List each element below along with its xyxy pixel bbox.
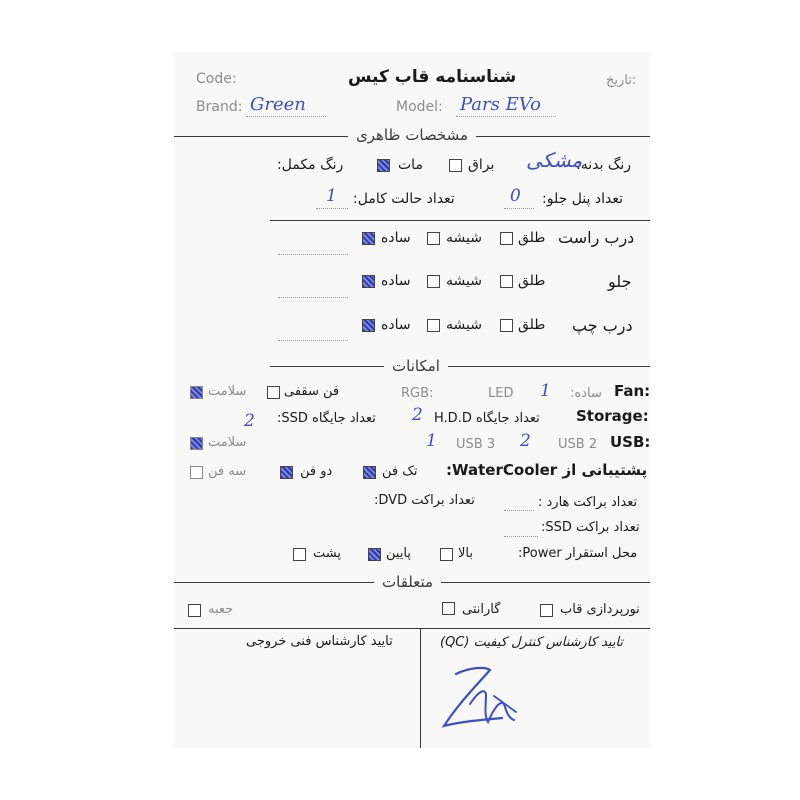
usb-healthy-label: سلامت xyxy=(208,435,247,450)
power-bottom-checkbox[interactable] xyxy=(368,548,381,561)
section-divider xyxy=(270,366,650,367)
hdd-bays-value: 2 xyxy=(412,405,423,425)
door-front-blank-label: ساده xyxy=(381,273,411,289)
door-right-mesh-checkbox[interactable] xyxy=(500,232,513,245)
approval-top-divider xyxy=(174,628,650,629)
front-panel-count-label: تعداد پنل جلو: xyxy=(542,191,623,207)
door-front-glass-label: شیشه xyxy=(446,273,482,289)
ssd-bracket-label: تعداد براکت SSD: xyxy=(541,520,640,535)
usb-label: USB: xyxy=(610,433,650,451)
matte-label: مات xyxy=(398,157,423,173)
model-value: Pars EVo xyxy=(460,94,541,115)
door-front-blank-checkbox[interactable] xyxy=(362,275,375,288)
door-right-dots xyxy=(278,254,348,255)
fan-simple-label: ساده: xyxy=(570,386,602,401)
power-back-label: پشت xyxy=(313,546,341,561)
ceiling-fan-checkbox[interactable] xyxy=(267,386,280,399)
door-front-mesh-label: طلق xyxy=(518,273,546,289)
fan-healthy-label: سلامت xyxy=(208,384,247,399)
door-left-mesh-checkbox[interactable] xyxy=(500,319,513,332)
full-case-count-label: تعداد حالت کامل: xyxy=(353,191,455,207)
door-right-glass-label: شیشه xyxy=(446,230,482,246)
hdd-bracket-underline xyxy=(504,510,534,511)
door-left-blank-label: ساده xyxy=(381,317,411,333)
approval-column-divider xyxy=(420,628,421,748)
model-underline xyxy=(456,116,556,117)
glossy-checkbox[interactable] xyxy=(449,159,462,172)
power-position-label: محل استقرار Power: xyxy=(518,546,638,561)
wc-triple-fan-label: سه فن xyxy=(208,464,247,479)
wc-double-fan-label: دو فن xyxy=(300,464,333,479)
door-right-glass-checkbox[interactable] xyxy=(427,232,440,245)
door-right-label: درب راست xyxy=(558,228,635,247)
fan-label: Fan: xyxy=(614,382,650,400)
brand-label: Brand: xyxy=(196,99,243,115)
ceiling-fan-label: فن سقفی xyxy=(284,384,340,399)
door-right-blank-checkbox[interactable] xyxy=(362,232,375,245)
full-case-underline xyxy=(316,208,348,209)
door-left-blank-checkbox[interactable] xyxy=(362,319,375,332)
power-bottom-label: پایین xyxy=(386,546,412,561)
fan-rgb-label: RGB: xyxy=(401,386,434,401)
wc-single-fan-label: تک فن xyxy=(382,464,418,479)
wc-triple-fan-checkbox[interactable] xyxy=(190,466,203,479)
watercooler-label: پشتیبانی از WaterCooler: xyxy=(446,461,648,479)
lighting-checkbox[interactable] xyxy=(540,604,553,617)
warranty-label: گارانتی xyxy=(462,602,501,617)
hdd-bracket-label: تعداد براکت هارد : xyxy=(538,495,638,510)
doors-divider xyxy=(270,220,650,221)
wc-single-fan-checkbox[interactable] xyxy=(363,466,376,479)
usb3-value: 1 xyxy=(426,431,437,451)
code-label: Code: xyxy=(196,71,237,87)
fan-healthy-checkbox[interactable] xyxy=(190,386,203,399)
hdd-bays-label: تعداد جایگاه H.D.D xyxy=(434,411,540,426)
qc-approval-label: تایید کارشناس کنترل کیفیت (QC) xyxy=(440,635,624,650)
door-left-glass-label: شیشه xyxy=(446,317,482,333)
door-right-blank-label: ساده xyxy=(381,230,411,246)
model-label: Model: xyxy=(396,99,443,115)
usb-healthy-checkbox[interactable] xyxy=(190,437,203,450)
power-back-checkbox[interactable] xyxy=(293,548,306,561)
section-title-accessories: متعلقات xyxy=(374,573,441,591)
door-front-mesh-checkbox[interactable] xyxy=(500,275,513,288)
door-left-mesh-label: طلق xyxy=(518,317,546,333)
brand-value: Green xyxy=(250,94,306,115)
usb2-label: USB 2 xyxy=(558,437,598,452)
door-left-label: درب چپ xyxy=(572,316,633,335)
wc-double-fan-checkbox[interactable] xyxy=(280,466,293,479)
box-checkbox[interactable] xyxy=(188,604,201,617)
fan-simple-value: 1 xyxy=(540,381,551,401)
door-left-glass-checkbox[interactable] xyxy=(427,319,440,332)
body-color-value: مشکی xyxy=(526,148,583,172)
date-label: :تاریخ xyxy=(606,73,637,88)
front-panel-underline xyxy=(504,208,534,209)
door-right-mesh-label: طلق xyxy=(518,230,546,246)
section-title-features: امکانات xyxy=(384,357,448,375)
body-color-label: رنگ بدنه: xyxy=(576,157,632,173)
dvd-bracket-label: تعداد براکت DVD: xyxy=(374,493,475,508)
qc-signature xyxy=(428,660,524,736)
matte-checkbox[interactable] xyxy=(377,159,390,172)
storage-label: Storage: xyxy=(576,407,649,425)
usb2-value: 2 xyxy=(520,431,531,451)
box-label: جعبه xyxy=(208,602,234,617)
power-top-label: بالا xyxy=(458,546,473,561)
door-front-dots xyxy=(278,297,348,298)
brand-underline xyxy=(246,116,326,117)
front-panel-count-value: 0 xyxy=(510,186,521,206)
warranty-checkbox[interactable] xyxy=(442,602,455,615)
door-front-glass-checkbox[interactable] xyxy=(427,275,440,288)
case-certificate-form xyxy=(174,52,650,748)
ssd-bays-value: 2 xyxy=(244,411,255,431)
lighting-label: نورپردازی قاب xyxy=(560,602,640,617)
door-left-dots xyxy=(278,340,348,341)
form-title: شناسنامه قاب کیس xyxy=(348,67,517,87)
fan-led-label: LED xyxy=(488,386,514,401)
ssd-bays-label: تعداد جایگاه SSD: xyxy=(277,411,376,426)
output-approval-label: تایید کارشناس فنی خروجی xyxy=(246,634,393,649)
full-case-count-value: 1 xyxy=(326,186,337,206)
glossy-label: براق xyxy=(468,157,495,173)
door-front-label: جلو xyxy=(608,272,632,291)
section-title-appearance: مشخصات ظاهری xyxy=(348,126,476,144)
usb3-label: USB 3 xyxy=(456,437,496,452)
complement-color-label: رنگ مکمل: xyxy=(277,157,344,173)
ssd-bracket-underline xyxy=(504,536,538,537)
power-top-checkbox[interactable] xyxy=(440,548,453,561)
